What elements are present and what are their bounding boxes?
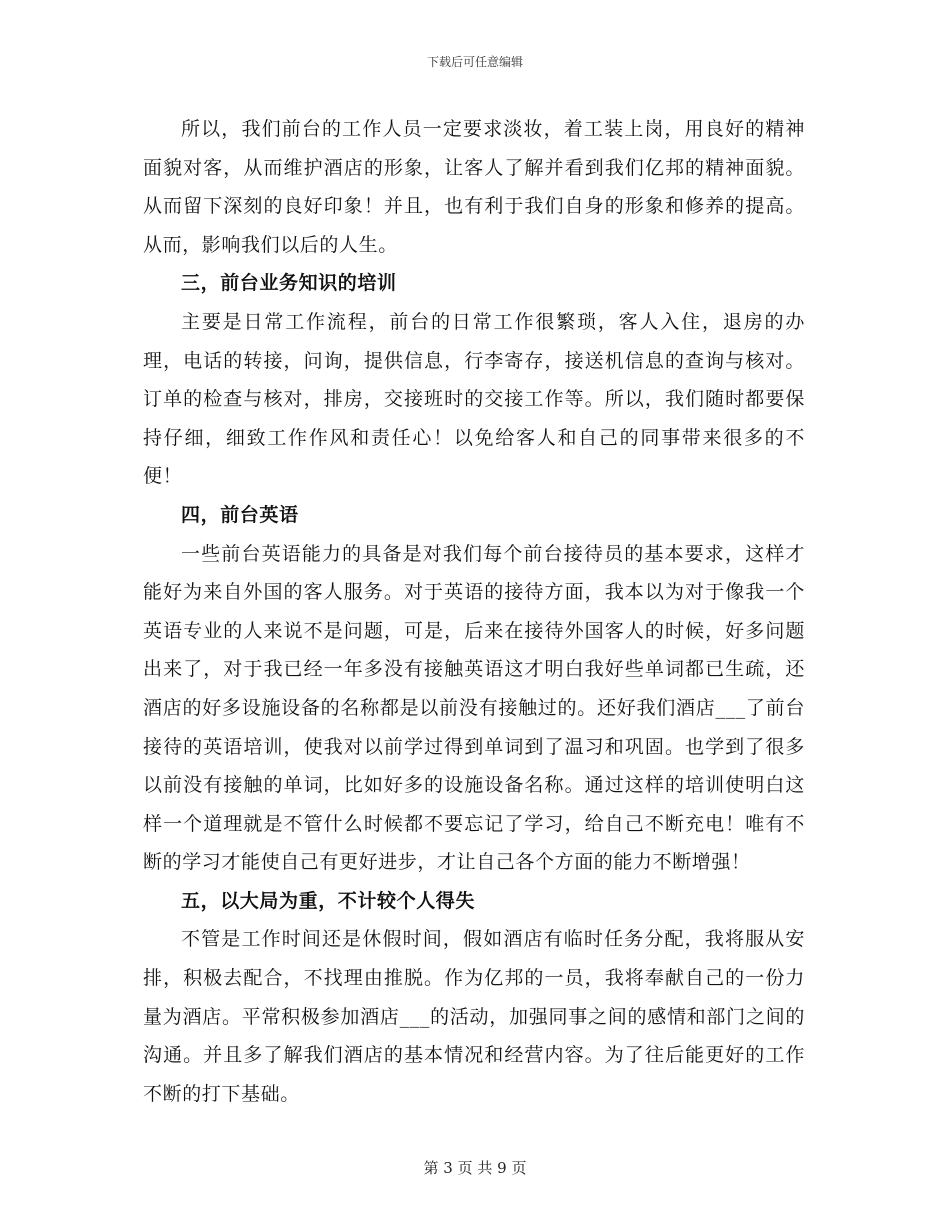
- section-heading: 五，以大局为重，不计较个人得失: [181, 889, 476, 912]
- section-heading: 三，前台业务知识的培训: [181, 272, 397, 295]
- paragraph: 主要是日常工作流程，前台的日常工作很繁琐，客人入住，退房的办理，电话的转接，问询，提供信息，行李寄存，接送机信息的查询与核对。订单的检查与核对，排房，交接班时的交接工作等。所以，我们随时都要保持仔细，细致工作作风和责任心！以免给客人和自己的同事带来很多的不便！: [143, 310, 805, 488]
- paragraph: 所以，我们前台的工作人员一定要求淡妆，着工装上岗，用良好的精神面貌对客，从而维护酒店的形象，让客人了解并看到我们亿邦的精神面貌。从而留下深刻的良好印象！并且，也有利于我们自身的形象和修养的提高。从而，影响我们以后的人生。: [143, 118, 805, 256]
- document-body: [143, 110, 805, 1113]
- page-header: 下载后可任意编辑: [426, 55, 523, 69]
- section-heading: 四，前台英语: [181, 503, 299, 526]
- paragraph: 不管是工作时间还是休假时间，假如酒店有临时任务分配，我将服从安排，积极去配合，不找理由推脱。作为亿邦的一员，我将奉献自己的一份力量为酒店。平常积极参加酒店___的活动，加强同事之间的感情和部门之间的沟通。并且多了解我们酒店的基本情况和经营内容。为了往后能更好的工作不断的打下基础。: [143, 928, 805, 1105]
- page-number: 第 3 页 共 9 页: [423, 1159, 527, 1177]
- paragraph: 一些前台英语能力的具备是对我们每个前台接待员的基本要求，这样才能好为来自外国的客人服务。对于英语的接待方面，我本以为对于像我一个英语专业的人来说不是问题，可是，后来在接待外国客人的时候，好多问题出来了，对于我已经一年多没有接触英语这才明白我好些单词都已生疏，还酒店的好多设施设备的名称都是以前没有接触过的。还好我们酒店___了前台接待的英语培训，使我对以前学过得到单词到了温习和巩固。也学到了很多以前没有接触的单词，比如好多的设施设备名称。通过这样的培训使明白这样一个道理就是不管什么时候都不要忘记了学习，给自己不断充电！唯有不断的学习才能使自己有更好进步，才让自己各个方面的能力不断增强！: [143, 542, 805, 874]
